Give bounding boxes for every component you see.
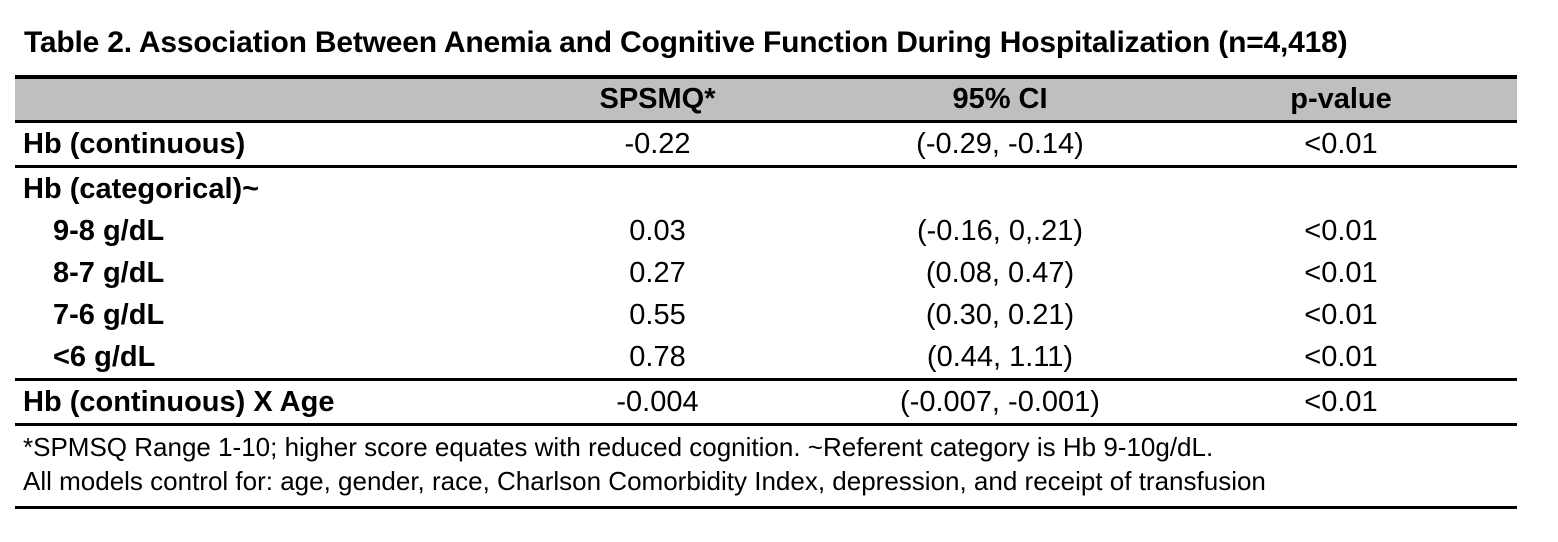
row-ci-value: (-0.29, -0.14)	[835, 122, 1165, 167]
header-cell-empty	[15, 77, 480, 122]
footnote-cell	[15, 425, 1517, 508]
table-row	[15, 294, 1517, 336]
row-spsmq-value: 0.78	[480, 336, 835, 380]
row-ci-value	[835, 167, 1165, 211]
association-table	[15, 75, 1517, 509]
table-row	[15, 210, 1517, 252]
row-spsmq-value: 0.03	[629, 214, 686, 247]
table-footer	[15, 425, 1517, 508]
table-row	[15, 380, 1517, 425]
row-ci-value: (-0.16, 0,.21)	[916, 214, 1084, 247]
row-ci-value: (0.08, 0.47)	[925, 256, 1075, 289]
row-ci-value: (0.44, 1.11)	[835, 336, 1165, 380]
row-label: Hb (continuous) X Age	[15, 380, 480, 425]
row-spsmq-value: 0.55	[629, 298, 686, 331]
header-cell-pvalue: p-value	[1165, 77, 1517, 122]
row-spsmq-value: -0.22	[480, 122, 835, 167]
row-p-value: <0.01	[1304, 298, 1378, 331]
footnote-model-controls: All models control for: age, gender, race, Charlson Comorbidity Index, depression, and receipt of transfusion	[23, 466, 1266, 496]
row-p-value	[1165, 167, 1517, 211]
table-row	[15, 167, 1517, 211]
row-label: 7-6 g/dL	[53, 298, 165, 331]
row-p-value: <0.01	[1304, 214, 1378, 247]
table-row	[15, 252, 1517, 294]
row-p-value: <0.01	[1165, 380, 1517, 425]
row-label: Hb (categorical)~	[23, 172, 260, 205]
header-cell-ci: 95% CI	[835, 77, 1165, 122]
header-row	[15, 77, 1517, 122]
header-cell-spsmq: SPSMQ*	[480, 77, 835, 122]
row-label: <6 g/dL	[15, 336, 480, 380]
row-spsmq-value: 0.27	[629, 256, 686, 289]
table-body	[15, 122, 1517, 425]
table-row	[15, 336, 1517, 380]
row-label: 8-7 g/dL	[53, 256, 165, 289]
table-row	[15, 122, 1517, 167]
row-label: 9-8 g/dL	[53, 214, 165, 247]
row-label: Hb (continuous)	[15, 122, 480, 167]
row-p-value: <0.01	[1165, 122, 1517, 167]
row-spsmq-value	[480, 167, 835, 211]
table-title: Table 2. Association Between Anemia and Cognitive Function During Hospitalization (n=4,418)	[24, 26, 1348, 59]
row-p-value: <0.01	[1304, 256, 1378, 289]
row-p-value: <0.01	[1165, 336, 1517, 380]
footnote-spmsq-referent: *SPMSQ Range 1-10; higher score equates with reduced cognition. ~Referent category is Hb 9-10g/dL.	[23, 432, 1214, 462]
table-header	[15, 77, 1517, 122]
row-ci-value: (0.30, 0.21)	[925, 298, 1075, 331]
row-spsmq-value: -0.004	[480, 380, 835, 425]
row-ci-value: (-0.007, -0.001)	[835, 380, 1165, 425]
footnote-row	[15, 425, 1517, 508]
